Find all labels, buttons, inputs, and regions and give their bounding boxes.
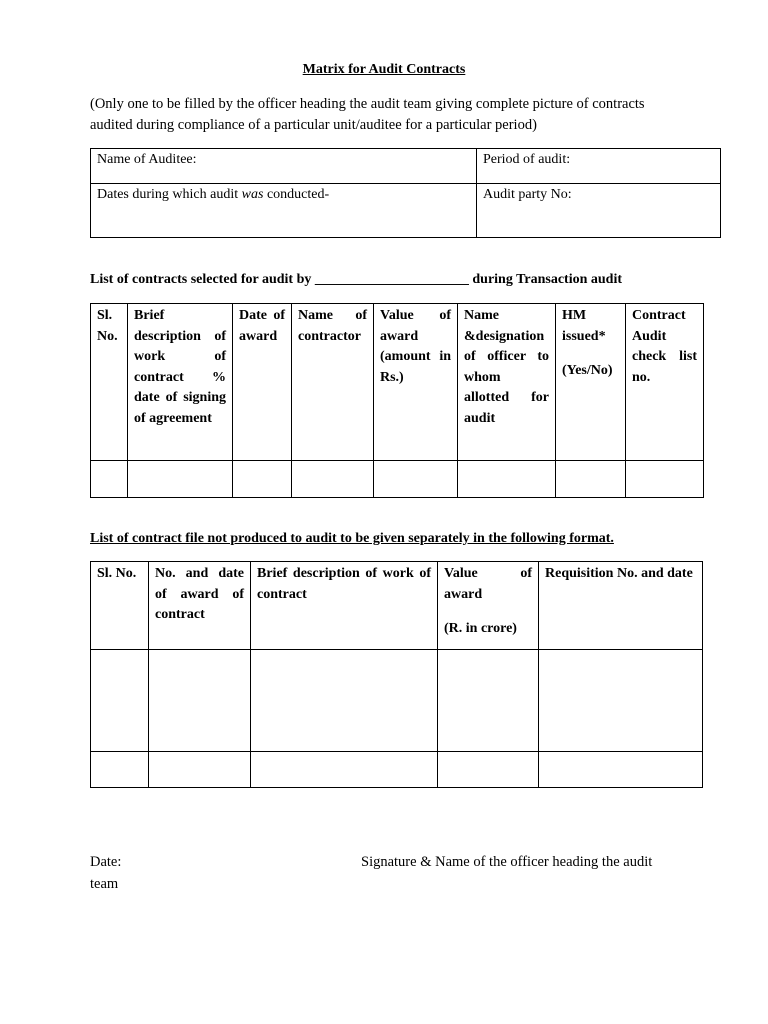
table-cell[interactable] [128, 461, 233, 498]
table-cell[interactable] [438, 650, 539, 752]
table-cell[interactable] [292, 461, 374, 498]
table-row [91, 650, 703, 752]
table-cell[interactable] [149, 752, 251, 788]
name-of-auditee-cell[interactable] [91, 149, 477, 184]
team-continuation: team [90, 876, 119, 892]
table-cell[interactable] [251, 650, 438, 752]
hm-yes-no-label: (Yes/No) [562, 363, 613, 378]
footer-date-block [90, 851, 121, 895]
value-of-award-label: Value of award [444, 566, 532, 602]
contracts-selected-table [90, 303, 704, 498]
intro-note: (Only one to be filled by the officer heading the audit team giving complete picture of contracts audited during compliance of a particular unit/auditee for a particular period) [90, 96, 645, 133]
table-cell[interactable] [626, 461, 704, 498]
col-sl-no: Sl. No. [91, 562, 149, 650]
table-cell[interactable] [91, 461, 128, 498]
hm-issued-label: HM issued* [562, 308, 606, 344]
table-cell[interactable] [539, 650, 703, 752]
not-produced-heading: List of contract file not produced to audit to be given separately in the following format. [90, 531, 614, 546]
col-checklist-no: Contract Audit check list no. [626, 304, 704, 461]
col-officer-designation: Name &designation of officer to whom allotted for audit [458, 304, 556, 461]
name-of-auditee-label: Name of Auditee: [97, 152, 197, 167]
auditee-info-table [90, 148, 721, 238]
not-produced-table [90, 561, 703, 788]
table-cell[interactable] [458, 461, 556, 498]
audit-dates-emphasis: was [241, 187, 264, 202]
col-value-of-award [438, 562, 539, 650]
table-cell[interactable] [539, 752, 703, 788]
audit-party-no-label: Audit party No: [483, 187, 572, 202]
period-of-audit-label: Period of audit: [483, 152, 571, 167]
signature-label: Signature & Name of the officer heading the audit [361, 854, 653, 870]
table-row [91, 461, 704, 498]
table-cell[interactable] [233, 461, 292, 498]
audit-party-no-cell[interactable] [477, 184, 721, 238]
table-cell[interactable] [91, 650, 149, 752]
table-cell[interactable] [438, 752, 539, 788]
date-label: Date: [90, 854, 122, 870]
col-brief-description: Brief description of work of contract % date of signing of agreement [128, 304, 233, 461]
col-no-date-award: No. and date of award of contract [149, 562, 251, 650]
audit-dates-suffix: conducted- [263, 187, 330, 202]
col-requisition-no-date: Requisition No. and date [539, 562, 703, 650]
table-cell[interactable] [251, 752, 438, 788]
document-title: Matrix for Audit Contracts [302, 62, 466, 77]
col-date-of-award: Date of award [233, 304, 292, 461]
audit-dates-prefix: Dates during which audit [97, 187, 242, 202]
table-cell[interactable] [91, 752, 149, 788]
col-hm-issued [556, 304, 626, 461]
table-cell[interactable] [374, 461, 458, 498]
table-cell[interactable] [149, 650, 251, 752]
col-name-of-contractor: Name of contractor [292, 304, 374, 461]
table-row [91, 752, 703, 788]
audit-dates-cell[interactable] [91, 184, 477, 238]
value-unit-label: (R. in crore) [444, 621, 517, 636]
col-sl-no: Sl. No. [91, 304, 128, 461]
period-of-audit-cell[interactable] [477, 149, 721, 184]
col-brief-description: Brief description of work of contract [251, 562, 438, 650]
table-cell[interactable] [556, 461, 626, 498]
col-value-of-award: Value of award (amount in Rs.) [374, 304, 458, 461]
contracts-selected-heading: List of contracts selected for audit by ______________________ during Transaction audit [90, 272, 623, 287]
